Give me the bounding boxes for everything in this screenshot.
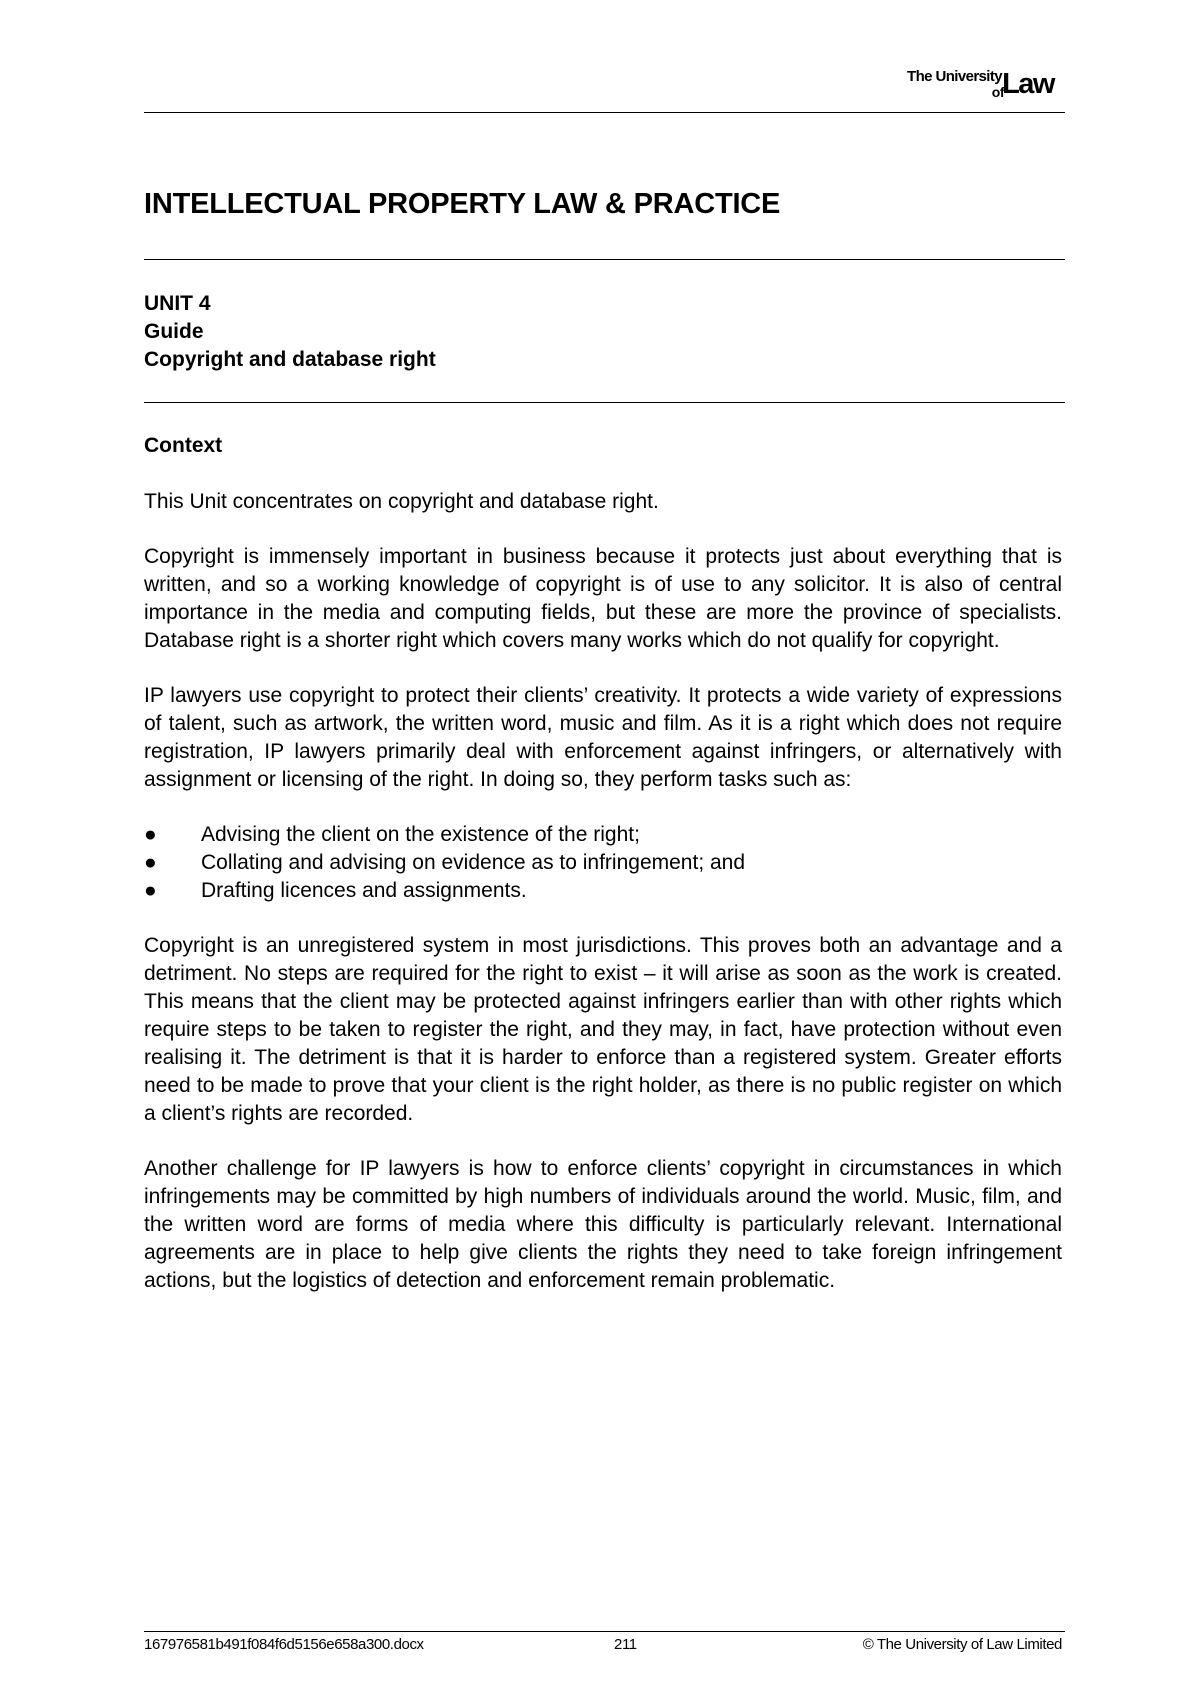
unit-subject: Copyright and database right	[144, 348, 436, 371]
footer-page-number: 211	[614, 1636, 637, 1653]
task-list	[144, 821, 1062, 905]
unit-type: Guide	[144, 320, 204, 343]
list-item-text: Collating and advising on evidence as to infringement; and	[201, 851, 746, 874]
logo-line-law: Law	[1002, 68, 1054, 100]
unit-divider	[144, 402, 1065, 403]
list-item	[144, 821, 1062, 849]
bullet-icon: ●	[144, 879, 157, 902]
paragraph-copyright-importance: Copyright is immensely important in business because it protects just about everything that is written, and so a working knowledge of copyright is of use to any solicitor. It is also of central importance in the media and computing fields, but these are more the province of specialists. Database right is a shorter right which covers many works which do not qualify for copyright.	[144, 545, 1062, 652]
unit-heading-block	[144, 290, 436, 374]
paragraph-unregistered-system: Copyright is an unregistered system in most jurisdictions. This proves both an advantage and a detriment. No steps are required for the right to exist – it will arise as soon as the work is created. This means that the client may be protected against infringers earlier than with other rights which require steps to be taken to register the right, and they may, in fact, have protection without even realising it. The detriment is that it is harder to enforce than a registered system. Greater efforts need to be made to prove that your client is the right holder, as there is no public register on which a client’s rights are recorded.	[144, 934, 1062, 1125]
paragraph-intro: This Unit concentrates on copyright and database right.	[144, 490, 659, 513]
list-item	[144, 849, 1062, 877]
list-item-text: Advising the client on the existence of the right;	[201, 823, 640, 846]
header-divider	[144, 112, 1065, 113]
document-body	[144, 432, 1062, 1322]
list-item	[144, 877, 1062, 905]
footer-filename: 167976581b491f084f6d5156e658a300.docx	[144, 1636, 424, 1653]
unit-number: UNIT 4	[144, 292, 211, 315]
list-item-text: Drafting licences and assignments.	[201, 879, 527, 902]
document-title: INTELLECTUAL PROPERTY LAW & PRACTICE	[144, 188, 781, 220]
footer-divider	[144, 1631, 1065, 1632]
university-logo	[844, 64, 1054, 104]
paragraph-enforcement-challenge: Another challenge for IP lawyers is how to enforce clients’ copyright in circumstances in which infringements may be committed by high numbers of individuals around the world. Music, film, and the written word are forms of media where this difficulty is particularly relevant. International agreements are in place to help give clients the rights they need to take foreign infringement actions, but the logistics of detection and enforcement remain problematic.	[144, 1157, 1062, 1292]
title-divider	[144, 259, 1065, 260]
section-heading-context: Context	[144, 434, 223, 457]
logo-line-the-university: The University	[907, 68, 1002, 85]
bullet-icon: ●	[144, 823, 157, 846]
footer-copyright: © The University of Law Limited	[862, 1636, 1062, 1653]
page-footer	[144, 1636, 1062, 1656]
logo-line-of: of	[991, 84, 1004, 100]
bullet-icon: ●	[144, 851, 157, 874]
paragraph-ip-lawyers-tasks: IP lawyers use copyright to protect their clients’ creativity. It protects a wide variety of expressions of talent, such as artwork, the written word, music and film. As it is a right which does not require registration, IP lawyers primarily deal with enforcement against infringers, or alternatively with assignment or licensing of the right. In doing so, they perform tasks such as:	[144, 684, 1062, 791]
